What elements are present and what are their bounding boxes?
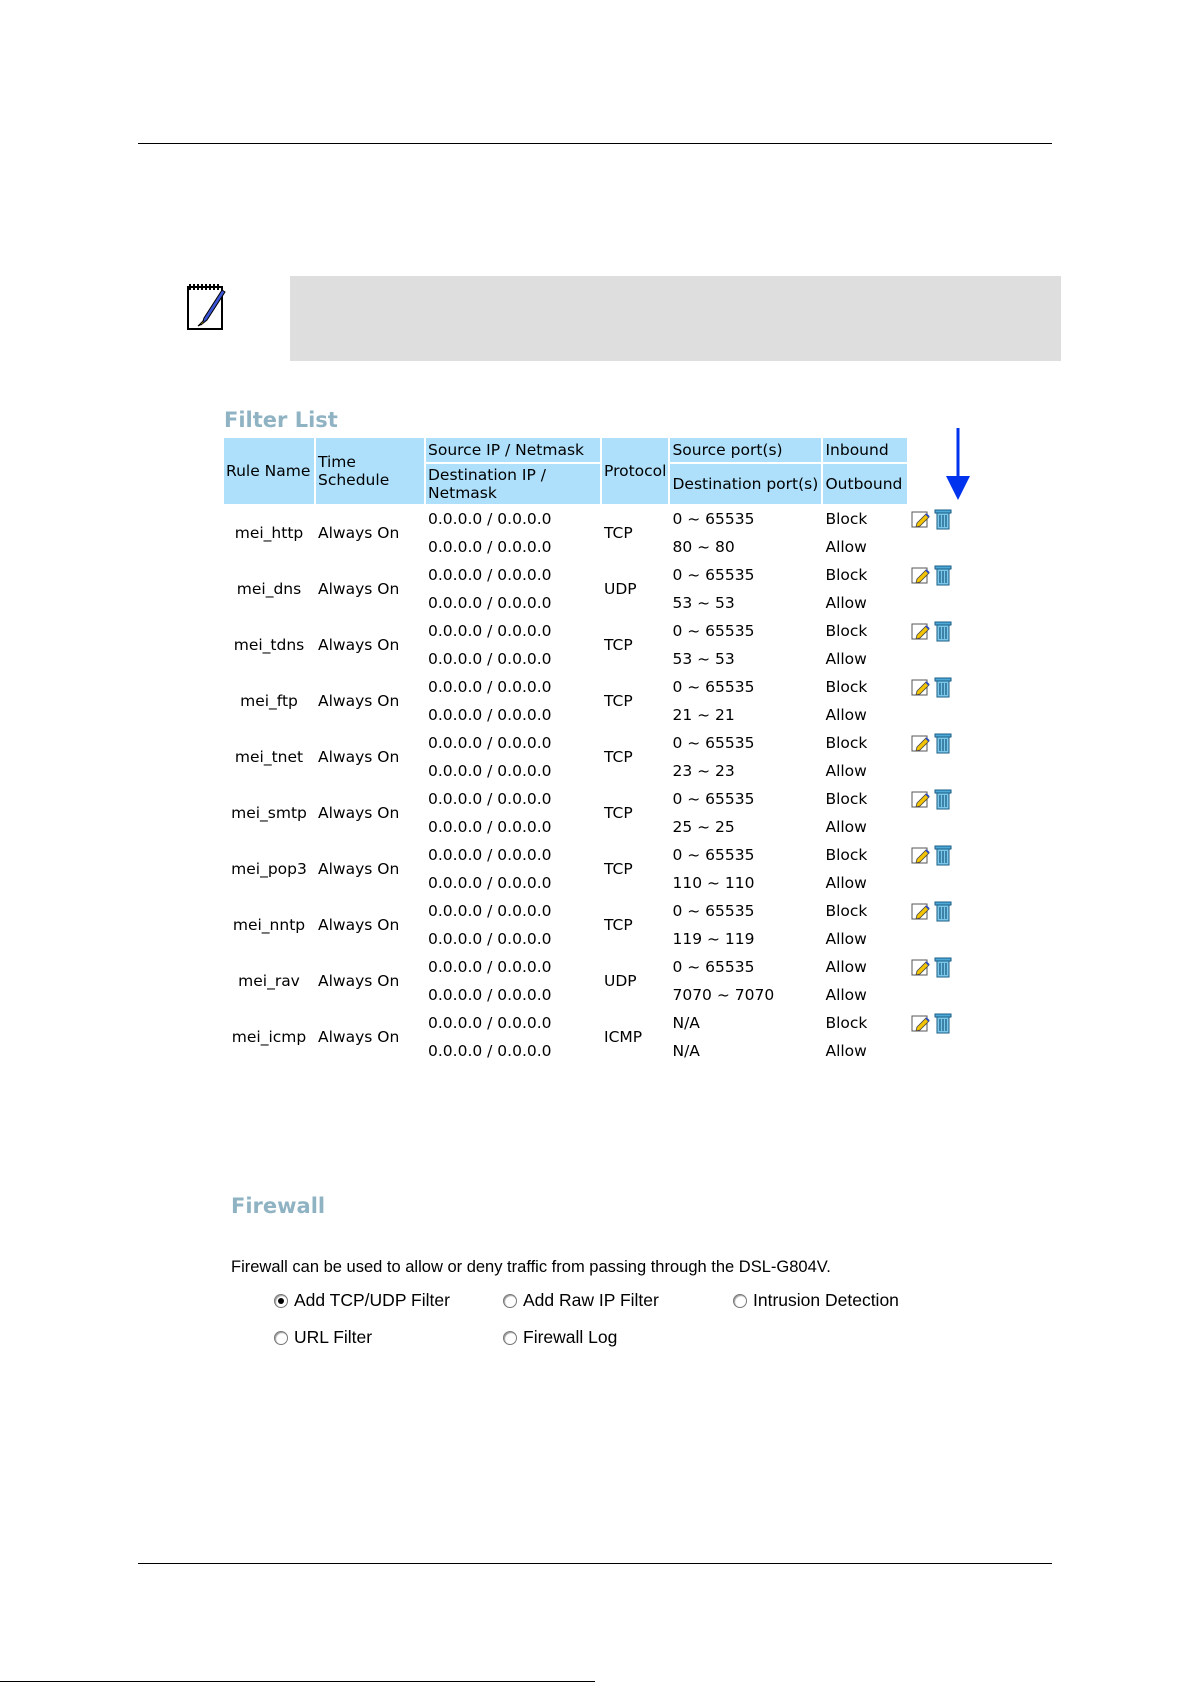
destination-port: 23 ~ 23 (672, 762, 735, 780)
source-port: 0 ~ 65535 (672, 958, 755, 976)
destination-port: 7070 ~ 7070 (672, 986, 775, 1004)
footer-rule (138, 1563, 1052, 1564)
edit-icon[interactable] (911, 677, 931, 697)
edit-icon[interactable] (911, 1013, 931, 1033)
destination-ip: 0.0.0.0 / 0.0.0.0 (428, 762, 552, 780)
destination-port: 21 ~ 21 (672, 706, 735, 724)
time-schedule: Always On (318, 748, 400, 766)
edit-icon[interactable] (911, 509, 931, 529)
radio-label: Firewall Log (523, 1327, 618, 1347)
header-dest-ports: Destination port(s) (670, 464, 821, 504)
row-actions-spacer (909, 646, 965, 672)
row-actions (909, 562, 965, 588)
table-row (224, 954, 965, 980)
destination-ip: 0.0.0.0 / 0.0.0.0 (428, 930, 552, 948)
destination-ip: 0.0.0.0 / 0.0.0.0 (428, 986, 552, 1004)
trash-icon[interactable] (934, 564, 952, 586)
source-ip: 0.0.0.0 / 0.0.0.0 (428, 734, 552, 752)
source-port: N/A (672, 1014, 700, 1032)
source-ip: 0.0.0.0 / 0.0.0.0 (428, 622, 552, 640)
trash-icon[interactable] (934, 788, 952, 810)
inbound: Block (825, 846, 868, 864)
protocol: TCP (604, 692, 633, 710)
header-dest-ip: Destination IP / Netmask (426, 464, 600, 504)
time-schedule: Always On (318, 860, 400, 878)
outbound: Allow (825, 650, 867, 668)
outbound: Allow (825, 762, 867, 780)
outbound: Allow (825, 930, 867, 948)
header-source-ports: Source port(s) (670, 438, 821, 462)
source-ip: 0.0.0.0 / 0.0.0.0 (428, 510, 552, 528)
protocol: UDP (604, 972, 637, 990)
destination-ip: 0.0.0.0 / 0.0.0.0 (428, 818, 552, 836)
trash-icon[interactable] (934, 1012, 952, 1034)
edit-icon[interactable] (911, 621, 931, 641)
inbound: Block (825, 566, 868, 584)
time-schedule: Always On (318, 916, 400, 934)
inbound: Allow (825, 958, 867, 976)
radio-selected-icon[interactable] (274, 1294, 288, 1308)
protocol: ICMP (604, 1028, 643, 1046)
row-actions-spacer (909, 870, 965, 896)
source-ip: 0.0.0.0 / 0.0.0.0 (428, 1014, 552, 1032)
time-schedule: Always On (318, 692, 400, 710)
edit-icon[interactable] (911, 733, 931, 753)
firewall-title: Firewall (231, 1194, 326, 1218)
protocol: TCP (604, 636, 633, 654)
time-schedule: Always On (318, 580, 400, 598)
protocol: TCP (604, 804, 633, 822)
header-inbound: Inbound (823, 438, 907, 462)
source-ip: 0.0.0.0 / 0.0.0.0 (428, 790, 552, 808)
radio-unselected-icon[interactable] (733, 1294, 747, 1308)
header-outbound: Outbound (823, 464, 907, 504)
filter-list-title: Filter List (224, 408, 338, 432)
destination-ip: 0.0.0.0 / 0.0.0.0 (428, 1042, 552, 1060)
radio-add-raw-ip-filter[interactable] (503, 1290, 659, 1311)
outbound: Allow (825, 986, 867, 1004)
row-actions-spacer (909, 1038, 965, 1064)
table-row (224, 506, 965, 532)
trash-icon[interactable] (934, 508, 952, 530)
inbound: Block (825, 1014, 868, 1032)
trash-icon[interactable] (934, 900, 952, 922)
row-actions (909, 842, 965, 868)
destination-ip: 0.0.0.0 / 0.0.0.0 (428, 874, 552, 892)
row-actions-spacer (909, 534, 965, 560)
inbound: Block (825, 790, 868, 808)
radio-intrusion-detection[interactable] (733, 1290, 899, 1311)
protocol: UDP (604, 580, 637, 598)
row-actions (909, 954, 965, 980)
destination-ip: 0.0.0.0 / 0.0.0.0 (428, 650, 552, 668)
table-row (224, 618, 965, 644)
row-actions (909, 898, 965, 924)
radio-label: Add Raw IP Filter (523, 1290, 659, 1310)
rule-name: mei_dns (236, 580, 302, 598)
rule-name: mei_rav (238, 972, 300, 990)
source-ip: 0.0.0.0 / 0.0.0.0 (428, 678, 552, 696)
inbound: Block (825, 510, 868, 528)
protocol: TCP (604, 524, 633, 542)
source-port: 0 ~ 65535 (672, 510, 755, 528)
notepad-icon (184, 280, 236, 334)
page-edge-rule (0, 1681, 595, 1682)
radio-unselected-icon[interactable] (503, 1331, 517, 1345)
row-actions (909, 506, 965, 532)
outbound: Allow (825, 594, 867, 612)
destination-port: N/A (672, 1042, 700, 1060)
header-rule-name: Rule Name (224, 438, 314, 504)
destination-port: 110 ~ 110 (672, 874, 755, 892)
radio-firewall-log[interactable] (503, 1327, 617, 1348)
edit-icon[interactable] (911, 901, 931, 921)
inbound: Block (825, 622, 868, 640)
row-actions (909, 730, 965, 756)
table-row (224, 674, 965, 700)
row-actions-spacer (909, 702, 965, 728)
table-row (224, 730, 965, 756)
trash-icon[interactable] (934, 732, 952, 754)
edit-icon[interactable] (911, 565, 931, 585)
table-row (224, 786, 965, 812)
radio-label: URL Filter (294, 1327, 373, 1347)
source-ip: 0.0.0.0 / 0.0.0.0 (428, 902, 552, 920)
row-actions (909, 618, 965, 644)
trash-icon[interactable] (934, 956, 952, 978)
destination-port: 53 ~ 53 (672, 650, 735, 668)
protocol: TCP (604, 748, 633, 766)
edit-icon[interactable] (911, 789, 931, 809)
source-port: 0 ~ 65535 (672, 790, 755, 808)
rule-name: mei_tdns (233, 636, 305, 654)
down-arrow-icon (946, 428, 970, 500)
filter-table (222, 436, 967, 1066)
destination-port: 80 ~ 80 (672, 538, 735, 556)
rule-name: mei_pop3 (231, 860, 307, 878)
time-schedule: Always On (318, 972, 400, 990)
source-port: 0 ~ 65535 (672, 622, 755, 640)
protocol: TCP (604, 916, 633, 934)
radio-add-tcp-udp-filter[interactable] (274, 1290, 450, 1311)
note-box (290, 276, 1061, 361)
trash-icon[interactable] (934, 844, 952, 866)
header-source-ip: Source IP / Netmask (426, 438, 600, 462)
protocol: TCP (604, 860, 633, 878)
radio-url-filter[interactable] (274, 1327, 372, 1348)
outbound: Allow (825, 818, 867, 836)
table-row (224, 1010, 965, 1036)
source-ip: 0.0.0.0 / 0.0.0.0 (428, 958, 552, 976)
rule-name: mei_tnet (234, 748, 304, 766)
source-port: 0 ~ 65535 (672, 566, 755, 584)
destination-port: 25 ~ 25 (672, 818, 735, 836)
inbound: Block (825, 678, 868, 696)
rule-name: mei_icmp (231, 1028, 307, 1046)
radio-label: Add TCP/UDP Filter (294, 1290, 450, 1310)
row-actions (909, 1010, 965, 1036)
table-row (224, 898, 965, 924)
row-actions-spacer (909, 814, 965, 840)
rule-name: mei_smtp (231, 804, 307, 822)
row-actions (909, 786, 965, 812)
source-ip: 0.0.0.0 / 0.0.0.0 (428, 846, 552, 864)
edit-icon[interactable] (911, 957, 931, 977)
time-schedule: Always On (318, 636, 400, 654)
row-actions-spacer (909, 926, 965, 952)
firewall-description: Firewall can be used to allow or deny traffic from passing through the DSL-G804V. (231, 1258, 831, 1276)
rule-name: mei_ftp (240, 692, 298, 710)
time-schedule: Always On (318, 1028, 400, 1046)
source-port: 0 ~ 65535 (672, 902, 755, 920)
rule-name: mei_http (234, 524, 304, 542)
inbound: Block (825, 734, 868, 752)
row-actions-spacer (909, 590, 965, 616)
trash-icon[interactable] (934, 676, 952, 698)
row-actions-spacer (909, 982, 965, 1008)
row-actions (909, 674, 965, 700)
destination-ip: 0.0.0.0 / 0.0.0.0 (428, 594, 552, 612)
source-port: 0 ~ 65535 (672, 846, 755, 864)
source-port: 0 ~ 65535 (672, 734, 755, 752)
source-ip: 0.0.0.0 / 0.0.0.0 (428, 566, 552, 584)
outbound: Allow (825, 1042, 867, 1060)
source-port: 0 ~ 65535 (672, 678, 755, 696)
inbound: Block (825, 902, 868, 920)
header-rule (138, 143, 1052, 144)
rule-name: mei_nntp (232, 916, 306, 934)
trash-icon[interactable] (934, 620, 952, 642)
outbound: Allow (825, 874, 867, 892)
time-schedule: Always On (318, 804, 400, 822)
destination-port: 119 ~ 119 (672, 930, 755, 948)
destination-port: 53 ~ 53 (672, 594, 735, 612)
table-row (224, 562, 965, 588)
outbound: Allow (825, 538, 867, 556)
radio-unselected-icon[interactable] (503, 1294, 517, 1308)
row-actions-spacer (909, 758, 965, 784)
destination-ip: 0.0.0.0 / 0.0.0.0 (428, 706, 552, 724)
time-schedule: Always On (318, 524, 400, 542)
header-time-schedule: Time Schedule (316, 438, 424, 504)
radio-label: Intrusion Detection (753, 1290, 899, 1310)
radio-unselected-icon[interactable] (274, 1331, 288, 1345)
edit-icon[interactable] (911, 845, 931, 865)
table-row (224, 842, 965, 868)
outbound: Allow (825, 706, 867, 724)
destination-ip: 0.0.0.0 / 0.0.0.0 (428, 538, 552, 556)
header-protocol: Protocol (602, 438, 668, 504)
